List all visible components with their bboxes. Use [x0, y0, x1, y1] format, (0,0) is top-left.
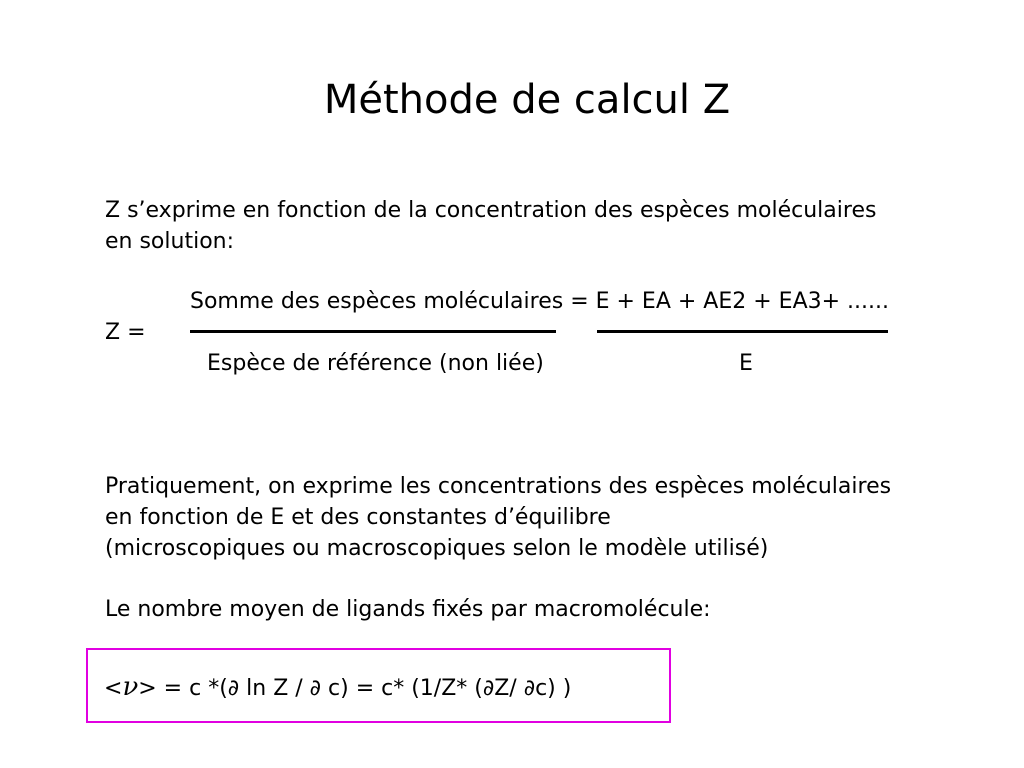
- practical-line-3: (microscopiques ou macroscopiques selon le modèle utilisé): [105, 536, 769, 561]
- nu-symbol: ν: [122, 672, 139, 702]
- ligand-line: Le nombre moyen de ligands fixés par macromolécule:: [105, 597, 711, 622]
- formula-open: <: [104, 676, 123, 701]
- z-denominator-right: E: [739, 351, 753, 376]
- fraction-bar-right: [597, 330, 888, 333]
- z-numerator: Somme des espèces moléculaires = E + EA + AE2 + EA3+ ......: [190, 289, 890, 314]
- nu-formula: [104, 672, 571, 704]
- practical-line-2: en fonction de E et des constantes d’équilibre: [105, 505, 611, 530]
- practical-line-1: Pratiquement, on exprime les concentrations des espèces moléculaires: [105, 474, 892, 499]
- fraction-bar-left: [190, 330, 556, 333]
- z-label: Z =: [105, 320, 146, 345]
- slide-title: Méthode de calcul Z: [323, 77, 731, 123]
- intro-line-1: Z s’exprime en fonction de la concentration des espèces moléculaires: [105, 198, 877, 223]
- intro-line-2: en solution:: [105, 229, 235, 254]
- formula-rest: > = c *(∂ ln Z / ∂ c) = c* (1/Z* (∂Z/ ∂c) ): [138, 676, 572, 701]
- z-denominator-left: Espèce de référence (non liée): [207, 351, 544, 376]
